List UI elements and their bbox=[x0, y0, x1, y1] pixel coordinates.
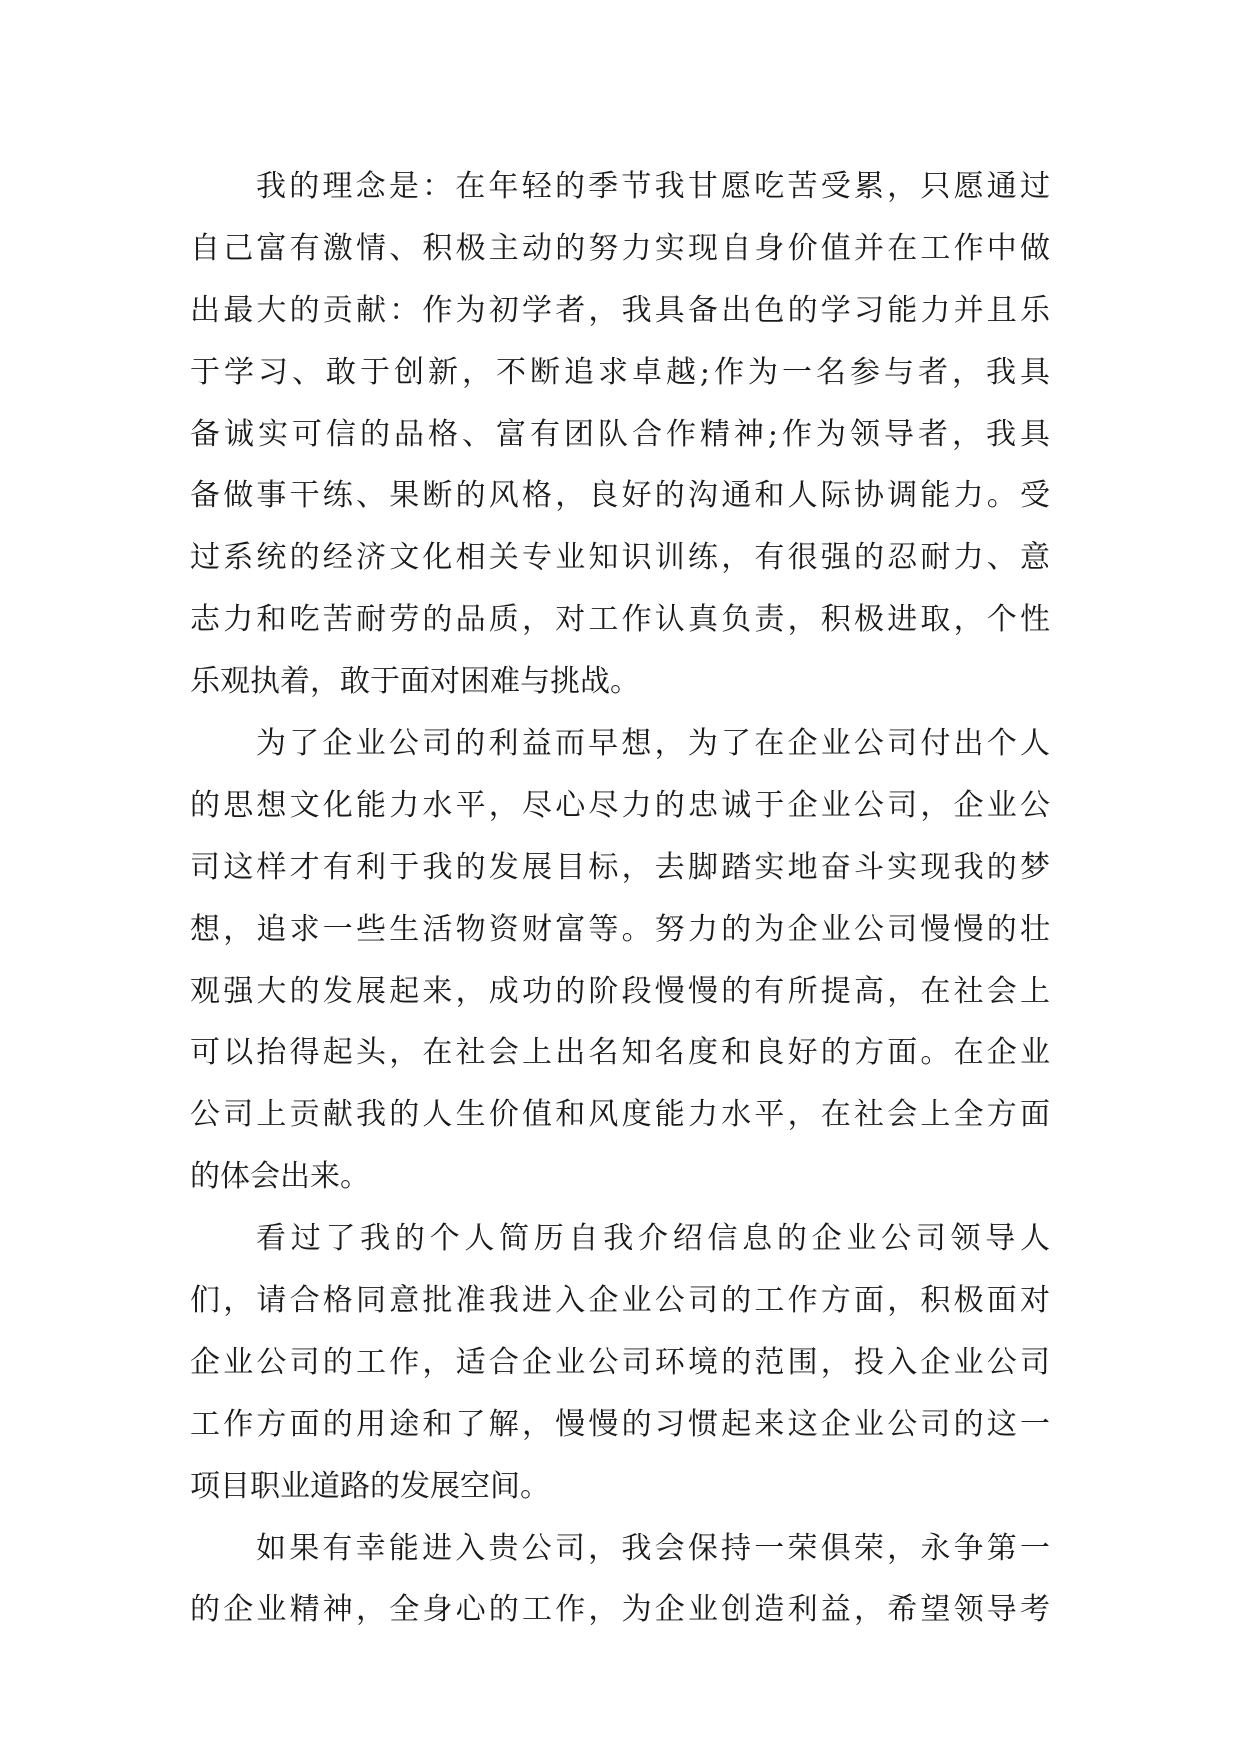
paragraph-line: 们，请合格同意批准我进入企业公司的工作方面，积极面对 bbox=[190, 1283, 1050, 1319]
paragraph-4 bbox=[190, 1518, 1050, 1642]
document-body bbox=[190, 156, 1050, 1641]
paragraph-line: 于学习、敢于创新，不断追求卓越;作为一名参与者，我具 bbox=[190, 354, 1050, 390]
paragraph-line: 志力和吃苦耐劳的品质，对工作认真负责，积极进取，个性 bbox=[190, 602, 1050, 638]
paragraph-line: 可以抬得起头，在社会上出名知名度和良好的方面。在企业 bbox=[190, 1035, 1050, 1071]
paragraph-line: 司这样才有利于我的发展目标，去脚踏实地奋斗实现我的梦 bbox=[190, 849, 1050, 885]
paragraph-line: 观强大的发展起来，成功的阶段慢慢的有所提高，在社会上 bbox=[190, 973, 1050, 1009]
paragraph-line: 过系统的经济文化相关专业知识训练，有很强的忍耐力、意 bbox=[190, 540, 1050, 576]
paragraph-line: 公司上贡献我的人生价值和风度能力水平，在社会上全方面 bbox=[190, 1097, 1050, 1133]
paragraph-line: 乐观执着，敢于面对困难与挑战。 bbox=[190, 664, 640, 700]
paragraph-line: 如果有幸能进入贵公司，我会保持一荣俱荣，永争第一 bbox=[256, 1530, 1050, 1566]
paragraph-line: 出最大的贡献：作为初学者，我具备出色的学习能力并且乐 bbox=[190, 292, 1050, 328]
paragraph-line: 的思想文化能力水平，尽心尽力的忠诚于企业公司，企业公 bbox=[190, 787, 1050, 823]
paragraph-line: 看过了我的个人简历自我介绍信息的企业公司领导人 bbox=[256, 1221, 1050, 1257]
paragraph-line: 备诚实可信的品格、富有团队合作精神;作为领导者，我具 bbox=[190, 416, 1050, 452]
paragraph-line: 企业公司的工作，适合企业公司环境的范围，投入企业公司 bbox=[190, 1344, 1050, 1380]
paragraph-line: 备做事干练、果断的风格，良好的沟通和人际协调能力。受 bbox=[190, 478, 1050, 514]
paragraph-line: 的体会出来。 bbox=[190, 1159, 370, 1195]
paragraph-line: 想，追求一些生活物资财富等。努力的为企业公司慢慢的壮 bbox=[190, 911, 1050, 947]
paragraph-line: 的企业精神，全身心的工作，为企业创造利益，希望领导考 bbox=[190, 1592, 1050, 1628]
paragraph-3 bbox=[190, 1208, 1050, 1517]
paragraph-line: 项目职业道路的发展空间。 bbox=[190, 1468, 550, 1504]
paragraph-line: 自己富有激情、积极主动的努力实现自身价值并在工作中做 bbox=[190, 230, 1050, 266]
paragraph-1 bbox=[190, 156, 1050, 713]
paragraph-line: 为了企业公司的利益而早想，为了在企业公司付出个人 bbox=[256, 726, 1050, 762]
paragraph-line: 我的理念是：在年轻的季节我甘愿吃苦受累，只愿通过 bbox=[256, 169, 1050, 204]
paragraph-2 bbox=[190, 713, 1050, 1208]
paragraph-line: 工作方面的用途和了解，慢慢的习惯起来这企业公司的这一 bbox=[190, 1406, 1050, 1442]
